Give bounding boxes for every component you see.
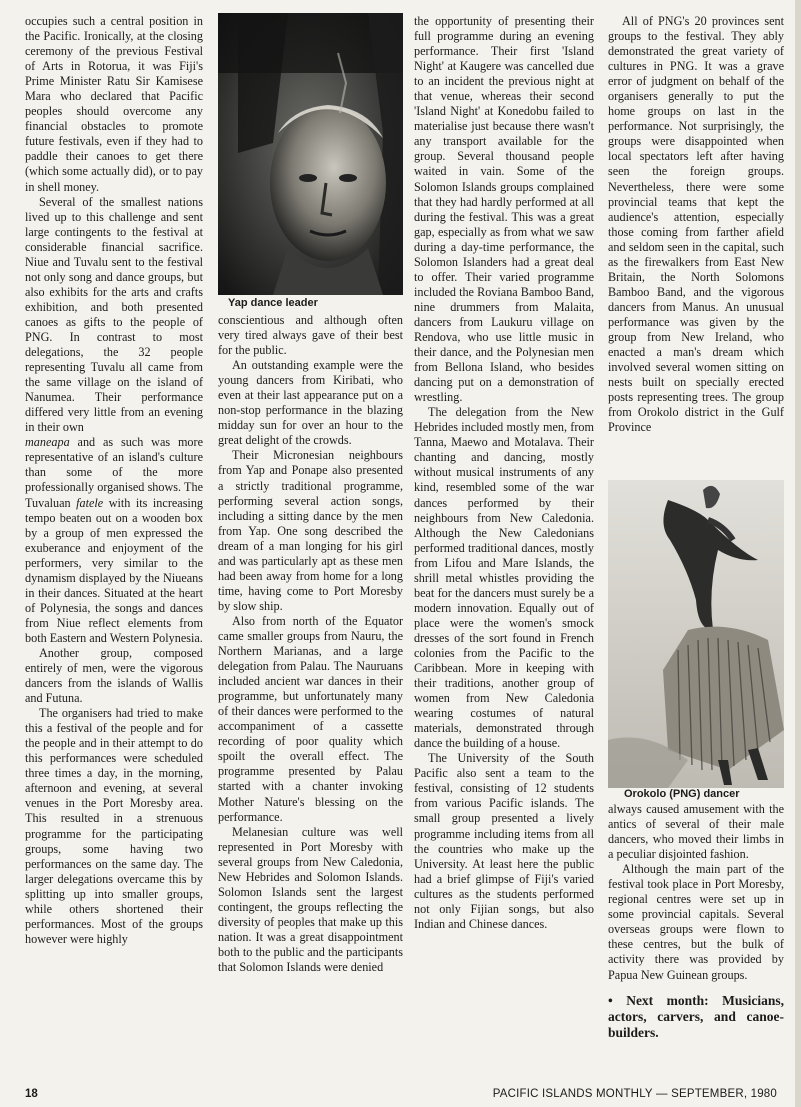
paragraph: occupies such a central position in the Pacific. Ironically, at the closing ceremony of the previous Festival of Arts in Rotorua, it was Fiji's Prime Minister Ratu Sir Kamisese Mara who declared that Pacific peoples should overcome any financial obstacles to promote future festivals, even if they had to paddle their canoes to get there (which some actually did), or to pay in shell money. bbox=[25, 14, 203, 194]
paragraph: Several of the smallest nations lived up to this challenge and sent large contingents to the festival at considerable financial sacrifice. Niue and Tuvalu sent to the festival not only song and dance groups, but also exhibits for the arts and crafts exhibition, and both presented canoes as gifts to the people of PNG. In contrast to most delegations, the 32 people representing Tuvalu all came from the same village on the island of Nanumea. Their performance differed very little from an evening in their own bbox=[25, 194, 203, 435]
italic-term: maneapa bbox=[25, 435, 70, 450]
paragraph-text: and as such was more representative of an island's culture than some of the more professionally organised shows. The Tuvaluan bbox=[25, 435, 203, 510]
photo-image bbox=[218, 13, 403, 295]
paragraph: conscientious and although often very tired always gave of their best for the public. bbox=[218, 313, 403, 358]
paragraph: Their Micronesian neighbours from Yap and Ponape also presented a strictly traditional programme, performing several action songs, including a sitting dance by the men from Yap. One song described the dream of a man longing for his girl and was particularly apt as these men had been away from home for a long time, having come to Port Moresby by slow ship. bbox=[218, 448, 403, 613]
paragraph: Another group, composed entirely of men, were the vigorous dancers from the islands of Wallis and Futuna. bbox=[25, 645, 203, 706]
paragraph: The organisers had tried to make this a festival of the people and for the people and in their attempt to do this performances were scheduled three times a day, in the morning, afternoon and evening, at several venues in the Port Moresby area. This resulted in a strenuous programme for the participating groups, some having two performances on the same day. The larger delegations overcame this by splitting up into smaller groups, while others shortened their performances. Most of the groups however were highly bbox=[25, 706, 203, 946]
orokolo-dancer-photo bbox=[608, 480, 784, 788]
italic-term: fatele bbox=[76, 495, 104, 510]
paragraph: Also from north of the Equator came smaller groups from Nauru, the Northern Marianas, and a large delegation from Palau. The Nauruans included ancient war dances in their programme, but unfortunately many of their dances were performed to the accompaniment of a cassette recording of poor quality which spoilt the overall effect. The programme presented by Palau started with a chanter invoking Mother Nature's blessing on the performance. bbox=[218, 613, 403, 824]
article-column-4-continued bbox=[608, 802, 784, 1041]
paragraph: the opportunity of presenting their full programme during an evening performance. Their first 'Island Night' at Kaugere was cancelled due to an incident the previous night at that venue, whereas their second 'Island Night' at Konedobu failed to materialise just because there wasn't any transport available for the group. Several thousand people waited in vain. Some of the Solomon Islands groups complained that they had hardly performed at all during the festival. This was a great gap, especially as from what we saw during a day-time performance, the Solomon Islanders had a great deal to offer. Their varied programme included the Roviana Bamboo Band, nine drummers from Malaita, dancers from Laukuru village on Rendova, who use little music in their dance, and the Polynesian men from Bellona Island, who besides dancing put on a demonstration of wrestling. bbox=[414, 14, 594, 405]
article-column-3 bbox=[414, 14, 594, 932]
page-edge bbox=[795, 0, 801, 1107]
yap-dance-leader-photo bbox=[218, 13, 403, 295]
photo-caption: Yap dance leader bbox=[228, 297, 318, 309]
paragraph: The delegation from the New Hebrides included mostly men, from Tanna, Maewo and Motalava. Their chanting and dancing, mostly without musical instruments of any kind, resembled some of the war dances performed by their neighbours from New Caledonia. Although the New Caledonians performed traditional dances, mostly from Lifou and Mare Islands, the shrill metal whistles providing the beat for the dancers must surely be a modern innovation. Equally out of place were the women's smock dresses of the sort found in French colonies from the Pacific to the Caribbean. More in keeping with their traditions, another group of women from New Caledonia wearing costumes of natural materials, demonstrated through dance the building of a house. bbox=[414, 405, 594, 751]
article-column-1 bbox=[25, 14, 203, 947]
paragraph: All of PNG's 20 provinces sent groups to the festival. They ably demonstrated the great variety of cultures in PNG. It was a grave error of judgment on behalf of the organisers generally to put the home groups on last in the performance. Not surprisingly, the groups were disappointed when local spectators left after having seen the foreign groups. Nevertheless, there were some provincial teams that kept the audience's attention, especially those coming from farther afield and seldom seen in the capital, such as the firewalkers from East New Britain, the North Solomons Bamboo Band, and the vigorous dancers from Manus. An unusual performance was given by the group from New Ireland, who enacted a man's dream which involved several women sitting on nests built on specially erected posts representing trees. The group from Orokolo district in the Gulf Province bbox=[608, 14, 784, 435]
paragraph: The University of the South Pacific also sent a team to the festival, consisting of 12 students from various Pacific islands. The small group presented a lively programme including items from all the countries who make up the University. At least here the public had a brief glimpse of Fiji's varied cultures as the students performed not only Fijian songs, but also Indian and Chinese dances. bbox=[414, 751, 594, 931]
paragraph-text: with its increasing tempo beaten out on a wooden box by a group of men expressed the exuberance and enjoyment of the performers, very similar to the dynamism displayed by the Niueans in their dances. Situated at the heart of Polynesia, the songs and dances from Niue reflect elements from both Eastern and Western Polynesia. bbox=[25, 495, 204, 645]
paragraph bbox=[25, 435, 203, 646]
photo-caption: Orokolo (PNG) dancer bbox=[624, 788, 740, 800]
article-column-2 bbox=[218, 313, 403, 975]
paragraph: Although the main part of the festival took place in Port Moresby, regional centres were set up in some provincial capitals. Several overseas groups were flown to these centres, but the bulk of activity there was provided by Papua New Guinean groups. bbox=[608, 862, 784, 982]
page-number: 18 bbox=[25, 1088, 38, 1100]
paragraph: Melanesian culture was well represented in Port Moresby with several groups from New Caledonia, New Hebrides and Solomon Islands. Solomon Islands sent the largest contingent, the groups reflecting the diversity of peoples that make up this nation. It was a great disappointment both to the public and the participants that Solomon Islands were denied bbox=[218, 824, 403, 975]
masthead-footer: PACIFIC ISLANDS MONTHLY — SEPTEMBER, 1980 bbox=[492, 1088, 777, 1100]
photo-image bbox=[608, 480, 784, 788]
paragraph: always caused amusement with the antics of several of their male dancers, who moved their limbs in a peculiar disjointed fashion. bbox=[608, 802, 784, 862]
article-column-4 bbox=[608, 14, 784, 435]
next-month-teaser: • Next month: Musicians, actors, carvers, and canoe-builders. bbox=[608, 992, 784, 1040]
paragraph: An outstanding example were the young dancers from Kiribati, who even at their last appearance put on a non-stop performance in the blazing midday sun for over an hour to the great delight of the crowds. bbox=[218, 358, 403, 448]
